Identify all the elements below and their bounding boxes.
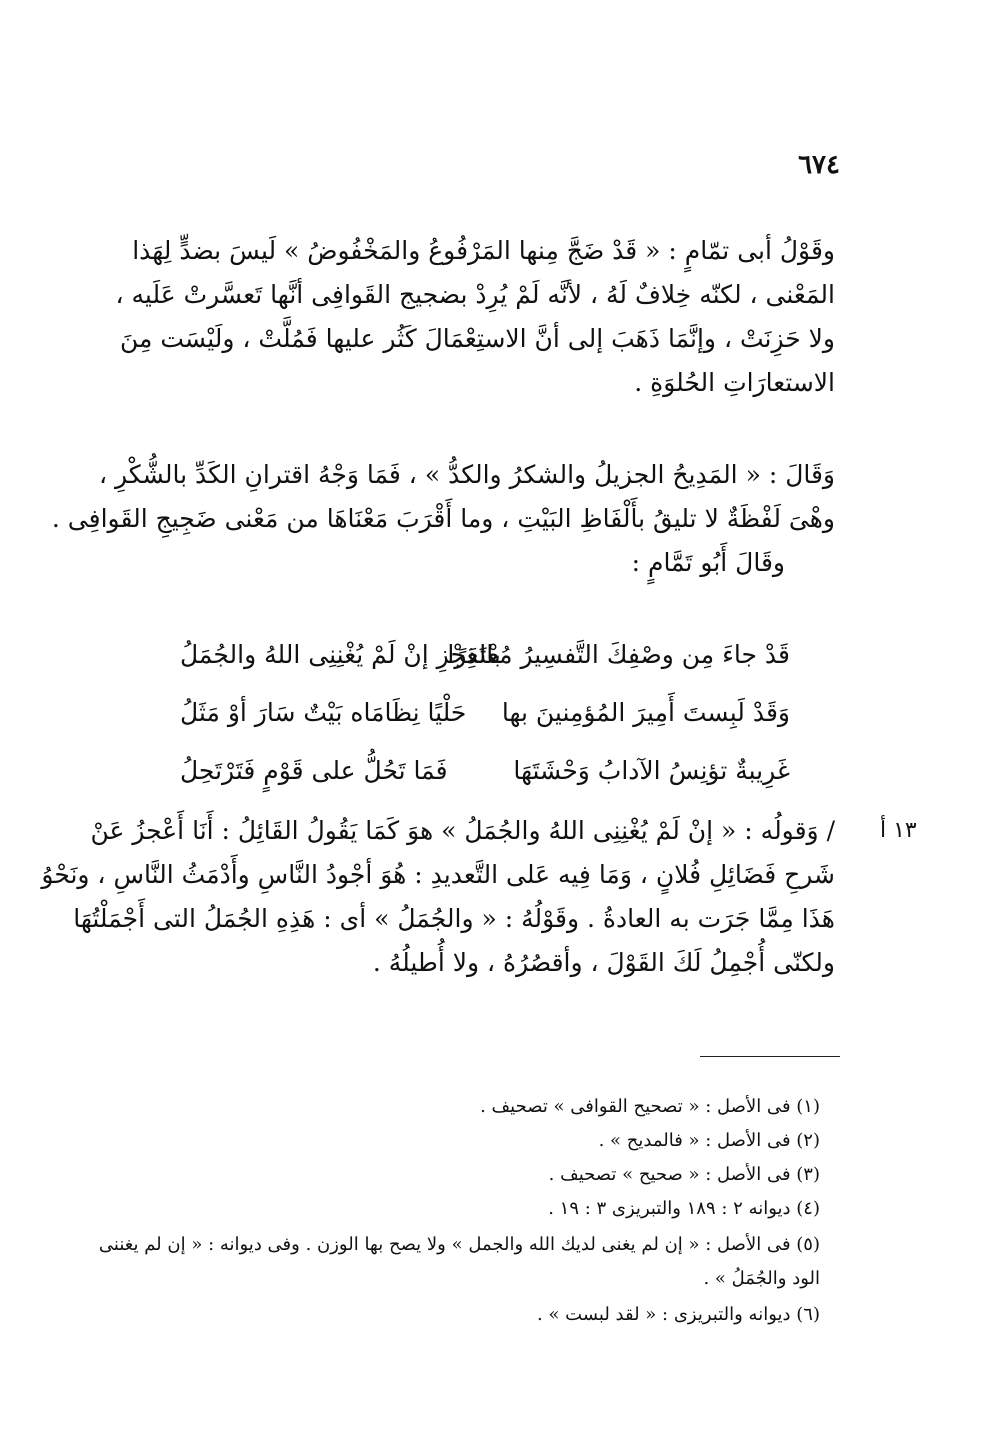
footnote: (٥) فى الأصل : « إن لم يغنى لديك الله والجمل » ولا يصح بها الوزن . وفى ديوانه : « إن لم يغننى [98, 1234, 820, 1255]
verse-second-hemistich: بالعَجْزِ إنْ لَمْ يُغْنِنِى اللهُ والجُمَلُ [180, 640, 501, 669]
footnote: (٢) فى الأصل : « فالمديح » . [598, 1130, 820, 1151]
verse-first-hemistich: وَقَدْ لَبِستَ أَمِيرَ المُؤمِنينَ بها [501, 698, 790, 727]
margin-note: ١٣ أ [880, 818, 917, 843]
text-line: وقَوْلُ أبى تمّامٍ : « قَدْ ضَجَّ مِنها المَرْفُوعُ والمَخْفُوضُ » لَيسَ بضدٍّ لِهَذا [132, 236, 835, 265]
text-line: ولا حَزِنَتْ ، وإنَّمَا ذَهَبَ إلى أنَّ الاستِعْمَالَ كَثُر عليها فَمُلَّتْ ، ولَيْسَت مِنَ [120, 324, 835, 353]
verse-first-hemistich: غَرِيبةٌ تؤنِسُ الآدابُ وَحْشَتَهَا [513, 756, 790, 785]
verse-line [180, 756, 790, 800]
footnote-continuation: الود والجُمَلُ » . [703, 1268, 820, 1289]
text-line: شَرحِ فَضَائِلِ فُلانٍ ، وَمَا فِيه عَلى التَّعديدِ : هُوَ أجْودُ النَّاسِ وأَدْمَثُ النَّاسِ ، ونَحْوُ [41, 860, 835, 889]
text-line: الاستعارَاتِ الحُلوَةِ . [634, 368, 835, 397]
footnote-divider [700, 1056, 840, 1057]
text-line: المَعْنى ، لكنّه خِلافٌ لَهُ ، لأنَّه لَمْ يُرِدْ بضجيج القَوافِى أنَّها تَعسَّرتْ عَلَيه ، [115, 280, 835, 309]
verse-first-hemistich: قَدْ جاءَ مِن وصْفِكَ التَّفسِيرُ مُعْتَذِرًا [447, 640, 790, 669]
text-line: وهْىَ لَفْظَةٌ لا تليقُ بأَلْفَاظِ البَيْتِ ، وما أَقْرَبَ مَعْنَاهَا من مَعْنى ضَجِيجِ القَوافِى . [51, 504, 835, 533]
verse-line [180, 640, 790, 684]
text-line: هَذَا مِمَّا جَرَت به العادةُ . وقَوْلُهُ : « والجُمَلُ » أى : هَذِهِ الجُمَلُ التى أَجْمَلْتُهَا [73, 904, 835, 933]
verse-second-hemistich: فَمَا تَحُلُّ على قَوْمٍ فَتَرْتَحِلُ [180, 756, 448, 785]
verse-line [180, 698, 790, 742]
footnote: (٣) فى الأصل : « صحيح » تصحيف . [548, 1164, 820, 1185]
page-number: ٦٧٤ [798, 150, 840, 180]
footnote: (٦) ديوانه والتبريزى : « لقد لبست » . [537, 1304, 820, 1325]
paragraph-1 [115, 236, 835, 414]
intro-line: وقَالَ أَبُو تَمَّامٍ : [631, 548, 785, 577]
verse-second-hemistich: حَلْيًا نِظَامَاه بَيْتٌ سَارَ أوْ مَثَلُ [180, 698, 467, 727]
footnote: (١) فى الأصل : « تصحيح القوافى » تصحيف . [480, 1096, 820, 1117]
text-line: وَقَالَ : « المَدِيحُ الجزيلُ والشكرُ والكدُّ » ، فَمَا وَجْهُ اقترانِ الكَدِّ بالشُّكْرِ ، [98, 460, 835, 489]
paragraph-2 [51, 460, 835, 594]
text-line: ولكنّى أُجْمِلُ لَكَ القَوْلَ ، وأقصُرُهُ ، ولا أُطيلُهُ . [372, 948, 835, 977]
text-line: / وَقولُه : « إنْ لَمْ يُغْنِنِى اللهُ والجُمَلُ » هوَ كَمَا يَقُولُ القَائِلُ : أَنَا أَعْجزُ عَنْ [90, 816, 835, 845]
footnote: (٤) ديوانه ٢ : ١٨٩ والتبريزى ٣ : ١٩ . [548, 1198, 820, 1219]
paragraph-3 [41, 816, 835, 994]
